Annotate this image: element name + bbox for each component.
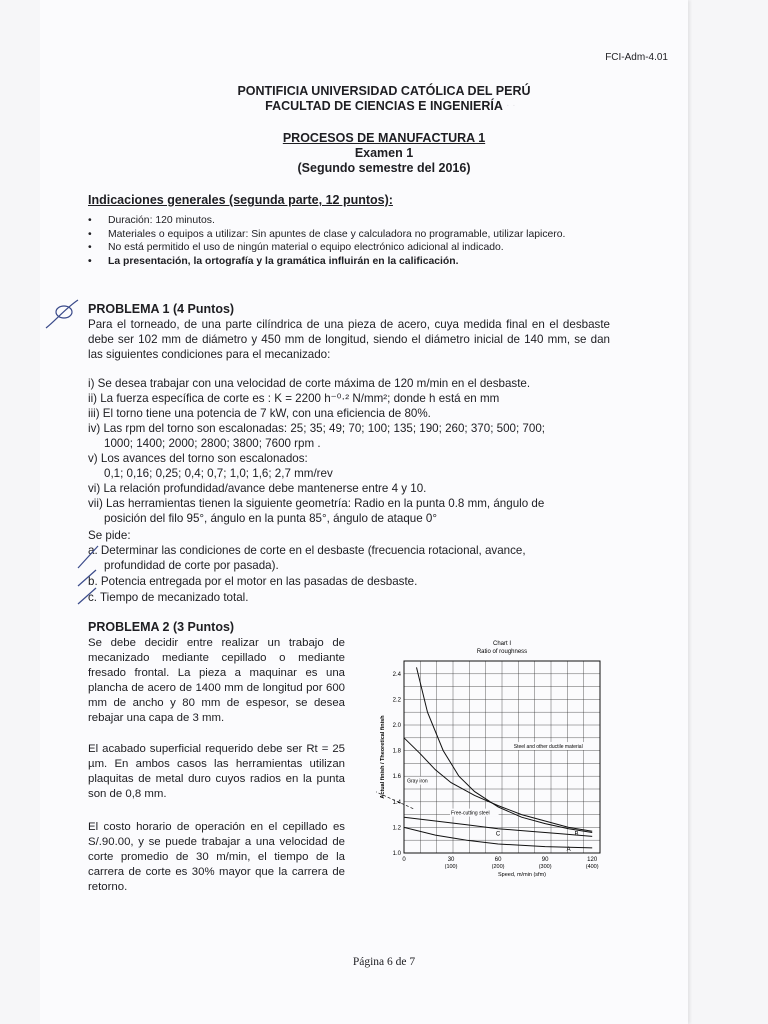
pen-check-mark — [42, 294, 84, 334]
x-tick-label-sfm: (200) — [491, 864, 505, 870]
y-tick-label: 1.0 — [392, 851, 401, 857]
condition-item: 1000; 1400; 2000; 2800; 3800; 7600 rpm . — [104, 437, 321, 450]
series-label: Steel and other ductile material — [513, 744, 583, 751]
ask-item-a-cont: profundidad de corte por pasada). — [104, 559, 279, 572]
condition-item: vii) Las herramientas tienen la siguiente geometría: Radio en la punta 0.8 mm, ángulo de — [88, 497, 545, 510]
condition-item: iv) Las rpm del torno son escalonadas: 25; 35; 49; 70; 100; 135; 190; 260; 370; 500; 700; — [88, 422, 545, 435]
y-tick-label: 2.2 — [392, 697, 401, 704]
y-tick-label: 2.0 — [392, 723, 401, 729]
x-tick-label-sfm: (300) — [538, 864, 552, 870]
roughness-chart-svg — [376, 635, 616, 885]
exam-semester: (Segundo semestre del 2016) — [297, 161, 471, 175]
y-tick-label: 1.2 — [392, 825, 401, 832]
x-axis-label: Speed, m/min (sfm) — [498, 872, 546, 878]
condition-item: iii) El torno tiene una potencia de 7 kW, con una eficiencia de 80%. — [88, 407, 431, 420]
general-instructions-list — [88, 214, 608, 268]
university-name: PONTIFICIA UNIVERSIDAD CATÓLICA DEL PERÚ — [237, 84, 531, 98]
instruction-item: • Materiales o equipos a utilizar: Sin apuntes de clase y calculadora no programable, utilizar lapicero. — [88, 228, 608, 242]
series-line — [404, 827, 592, 848]
x-tick-label-sfm: (400) — [585, 864, 599, 870]
roughness-chart — [376, 635, 616, 885]
x-tick-label: 30 — [447, 857, 455, 863]
instruction-item: • No está permitido el uso de ningún material o equipo electrónico adicional al indicado. — [88, 241, 608, 255]
condition-item: ii) La fuerza específica de corte es : K = 2200 h⁻⁰·² N/mm²; donde h está en mm — [88, 392, 500, 405]
course-title: PROCESOS DE MANUFACTURA 1 — [282, 131, 486, 145]
problem-2-para-1: Se debe decidir entre realizar un trabajo de mecanizado mediante cepillado o mediante fresado frontal. La pieza a maquinar es una plancha de acero de 1400 mm de longitud por 600 mm de ancho y 80 mm de espesor, se desea rebajar una capa de 3 mm. — [88, 637, 345, 724]
x-marker-label: C — [495, 831, 501, 838]
problem-2-para-3: El costo horario de operación en el cepillado es S/.90.00, y se puede trabajar a una velocidad de corte promedio de 30 m/min, el tiempo de la carrera de corte es 30% mayor que la carrera de retorno. — [88, 821, 345, 893]
condition-item: posición del filo 95°, ángulo en la punta 85°, ángulo de ataque 0° — [104, 512, 437, 525]
chart-subtitle: Ratio of roughness — [476, 649, 528, 655]
general-instructions-title: Indicaciones generales (segunda parte, 12 puntos): — [88, 193, 393, 207]
x-tick-label-sfm: (100) — [444, 864, 458, 870]
faculty-name: FACULTAD DE CIENCIAS E INGENIERÍA — [265, 99, 503, 113]
condition-item: 0,1; 0,16; 0,25; 0,4; 0,7; 1,0; 1,6; 2,7 mm/rev — [104, 467, 333, 480]
condition-item: vi) La relación profundidad/avance debe mantenerse entre 4 y 10. — [88, 482, 427, 495]
series-label: Gray iron — [407, 778, 428, 785]
x-tick-label: 0 — [402, 857, 406, 863]
problem-2-title: PROBLEMA 2 (3 Puntos) — [88, 620, 235, 634]
x-tick-label: 60 — [494, 857, 502, 863]
problem-1-title: PROBLEMA 1 (4 Puntos) — [88, 302, 235, 316]
y-tick-label: 1.8 — [392, 748, 401, 755]
x-tick-label: 120 — [587, 857, 598, 863]
y-axis-label: Actual finish / Theoretical finish — [380, 715, 386, 799]
problem-2-para-2: El acabado superficial requerido debe ser Rt = 25 µm. En ambos casos las herramientas utilizan plaquitas de metal duro cuyos radios en la punta son de 0,8 mm. — [88, 743, 345, 800]
series-line — [404, 738, 592, 831]
instruction-item: • La presentación, la ortografía y la gramática influirán en la calificación. — [88, 255, 608, 269]
y-tick-label: 2.4 — [392, 671, 401, 678]
document-code: FCI-Adm-4.01 — [605, 52, 668, 63]
ask-item-b: b. Potencia entregada por el motor en las pasadas de desbaste. — [88, 575, 418, 588]
series-label: Free-cutting steel — [451, 810, 490, 817]
exam-title: Examen 1 — [354, 146, 414, 160]
ask-item-c: c. Tiempo de mecanizado total. — [88, 591, 249, 604]
y-tick-label: 1.4 — [392, 799, 401, 806]
pen-tick-marks — [74, 540, 104, 610]
condition-item: i) Se desea trabajar con una velocidad de corte máxima de 120 m/min en el desbaste. — [88, 377, 531, 390]
x-marker-label: B — [574, 831, 579, 838]
page-number: Página 6 de 7 — [352, 956, 416, 968]
chart-title: Chart I — [492, 641, 512, 647]
bleed-through: · · · — [500, 100, 516, 111]
x-marker-label: A — [566, 847, 571, 853]
condition-item: v) Los avances del torno son escalonados: — [88, 452, 308, 465]
asks-label: Se pide: — [88, 529, 131, 542]
problem-1-intro: Para el torneado, de una parte cilíndrica de una pieza de acero, cuya medida final en el desbaste debe ser 102 mm de diámetro y 450 mm de longitud, siendo el diámetro inicial de 140 mm, se dan las siguientes condiciones para el mecanizado: — [88, 318, 610, 361]
instruction-item: • Duración: 120 minutos. — [88, 214, 608, 228]
x-tick-label: 90 — [541, 857, 549, 863]
ask-item-a: a. Determinar las condiciones de corte en el desbaste (frecuencia rotacional, avance, — [88, 544, 526, 557]
y-tick-label: 1.6 — [392, 774, 401, 781]
